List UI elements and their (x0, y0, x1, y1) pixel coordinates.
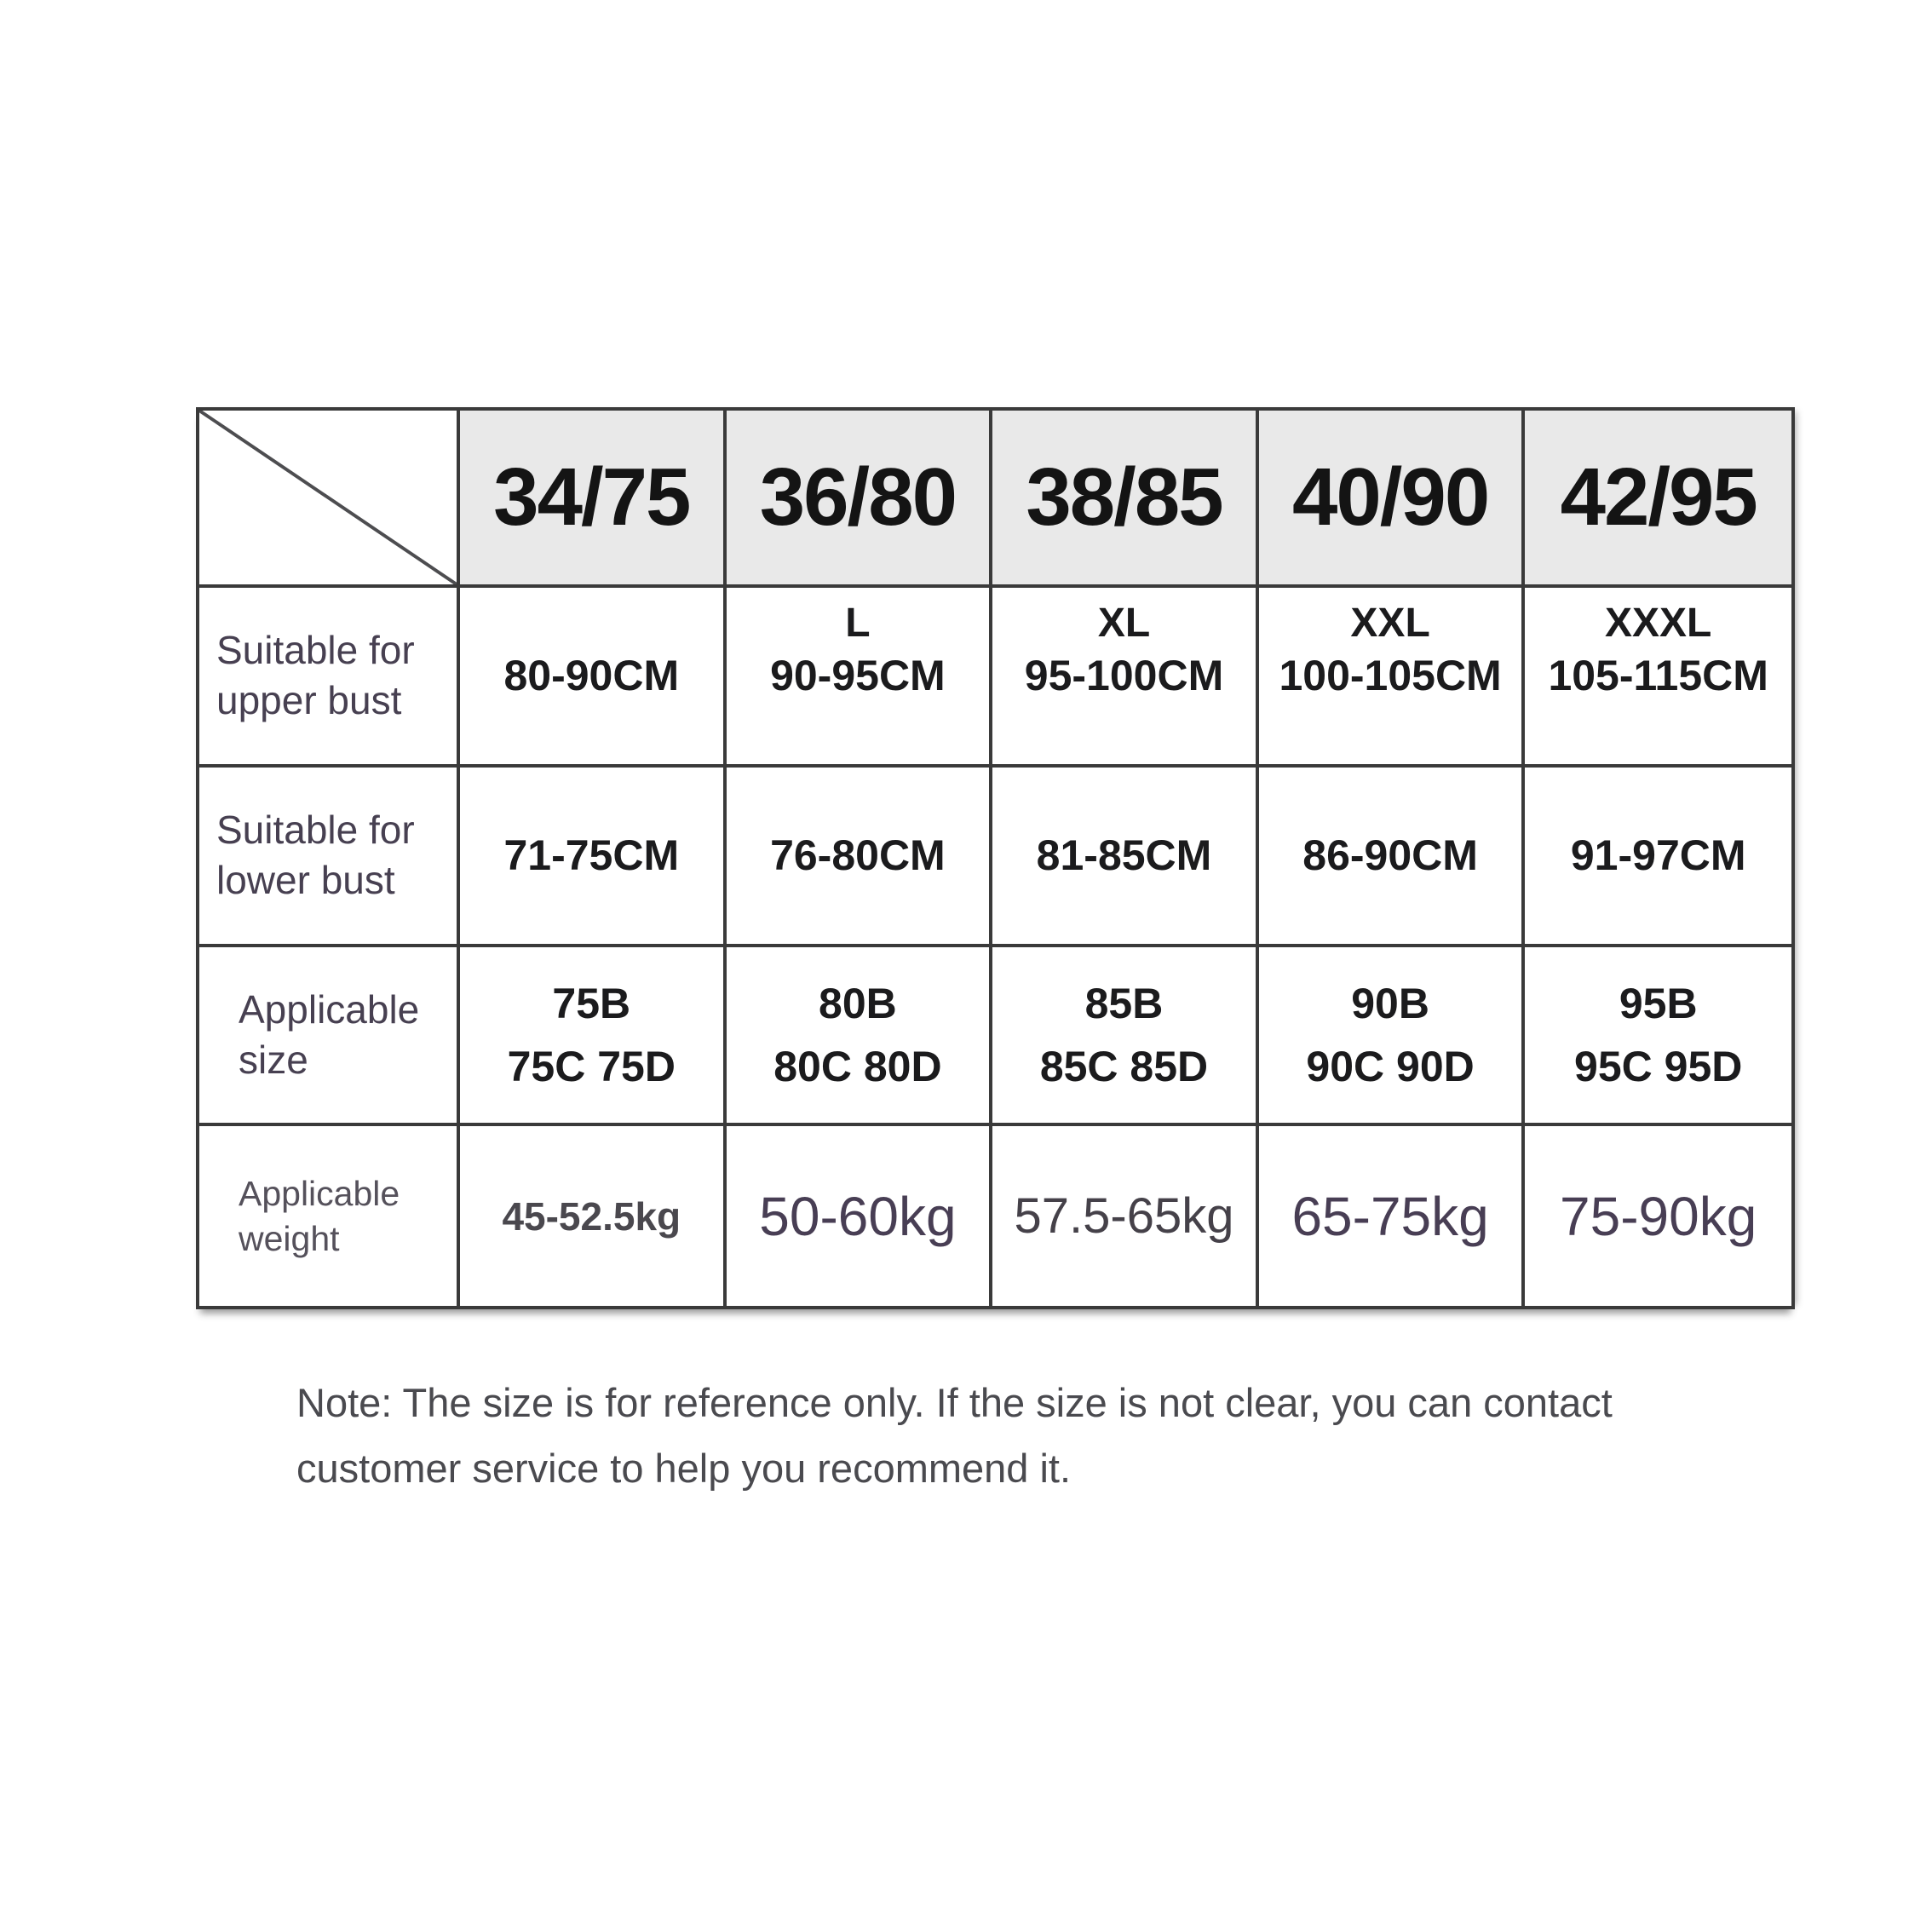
weight-value: 75-90kg (1560, 1185, 1757, 1247)
weight-value: 50-60kg (759, 1185, 957, 1247)
applicable-weight-cell (460, 1126, 727, 1306)
upper-bust-cell (727, 588, 993, 768)
corner-diagonal-icon (199, 411, 457, 584)
applicable-weight-cell (727, 1126, 993, 1306)
cup-size-line: 85B (1084, 979, 1164, 1027)
row-label-applicable-size (199, 947, 460, 1127)
size-letter-tag: L (845, 601, 871, 646)
corner-cell (199, 411, 460, 588)
lower-bust-cell (727, 768, 993, 947)
header-label: 34/75 (493, 451, 690, 543)
header-label: 40/90 (1291, 451, 1489, 543)
header-cell-size-42-95 (1525, 411, 1791, 588)
lower-bust-cell (1525, 768, 1791, 947)
row-label-upper-bust (199, 588, 460, 768)
lower-bust-cell (460, 768, 727, 947)
row-label-lower-bust (199, 768, 460, 947)
upper-bust-cell (1525, 588, 1791, 768)
size-letter-tag: XL (1097, 601, 1151, 646)
applicable-size-cell (460, 947, 727, 1127)
applicable-weight-cell (992, 1126, 1259, 1306)
weight-value: 65-75kg (1291, 1185, 1489, 1247)
applicable-size-cell (727, 947, 993, 1127)
lower-bust-value: 76-80CM (770, 831, 946, 880)
weight-value: 45-52.5kg (502, 1193, 681, 1239)
upper-bust-cell (460, 588, 727, 768)
header-cell-size-36-80 (727, 411, 993, 588)
note-line-2: customer service to help you recommend it. (296, 1446, 1072, 1491)
upper-bust-cell (1259, 588, 1526, 768)
upper-bust-value: 80-90CM (503, 652, 680, 700)
lower-bust-value: 91-97CM (1570, 831, 1746, 880)
cup-size-line: 90C 90D (1306, 1042, 1475, 1090)
upper-bust-value: 95-100CM (1024, 652, 1224, 700)
row-label-line: Suitable for (216, 808, 415, 853)
cup-size-line: 80C 80D (773, 1042, 942, 1090)
cup-size-line: 85C 85D (1039, 1042, 1209, 1090)
row-label-line: size (239, 1037, 308, 1082)
row-label-line: upper bust (216, 678, 402, 723)
header-label: 42/95 (1560, 451, 1757, 543)
size-letter-tag: XXXL (1605, 601, 1712, 646)
note-text (296, 1370, 1613, 1501)
lower-bust-cell (992, 768, 1259, 947)
header-cell-size-34-75 (460, 411, 727, 588)
weight-value: 57.5-65kg (1014, 1188, 1234, 1245)
applicable-weight-cell (1525, 1126, 1791, 1306)
row-label-line: Applicable (239, 986, 420, 1032)
cup-size-line: 80B (819, 979, 897, 1027)
row-label-line: Suitable for (216, 628, 415, 673)
cup-size-line: 95C 95D (1574, 1042, 1743, 1090)
row-label-line: lower bust (216, 858, 395, 903)
lower-bust-value: 81-85CM (1036, 831, 1212, 880)
cup-size-line: 90B (1351, 979, 1429, 1027)
row-label-line: weight (239, 1218, 340, 1258)
row-label-applicable-weight (199, 1126, 460, 1306)
header-label: 38/85 (1026, 451, 1222, 543)
size-letter-tag: XXL (1350, 601, 1430, 646)
header-label: 36/80 (759, 451, 956, 543)
applicable-size-cell (1259, 947, 1526, 1127)
cup-size-line: 75B (552, 979, 631, 1027)
note-line-1: Note: The size is for reference only. If the size is not clear, you can contact (296, 1380, 1613, 1425)
header-cell-size-40-90 (1259, 411, 1526, 588)
cup-size-line: 95B (1619, 979, 1698, 1027)
lower-bust-cell (1259, 768, 1526, 947)
applicable-weight-cell (1259, 1126, 1526, 1306)
size-table (196, 407, 1795, 1309)
applicable-size-cell (992, 947, 1259, 1127)
row-label-line: Applicable (239, 1173, 400, 1213)
applicable-size-cell (1525, 947, 1791, 1127)
upper-bust-value: 100-105CM (1279, 652, 1502, 700)
lower-bust-value: 86-90CM (1302, 831, 1478, 880)
upper-bust-cell (992, 588, 1259, 768)
header-cell-size-38-85 (992, 411, 1259, 588)
lower-bust-value: 71-75CM (503, 831, 680, 880)
cup-size-line: 75C 75D (507, 1042, 676, 1090)
upper-bust-value: 105-115CM (1548, 652, 1768, 700)
upper-bust-value: 90-95CM (770, 652, 946, 700)
